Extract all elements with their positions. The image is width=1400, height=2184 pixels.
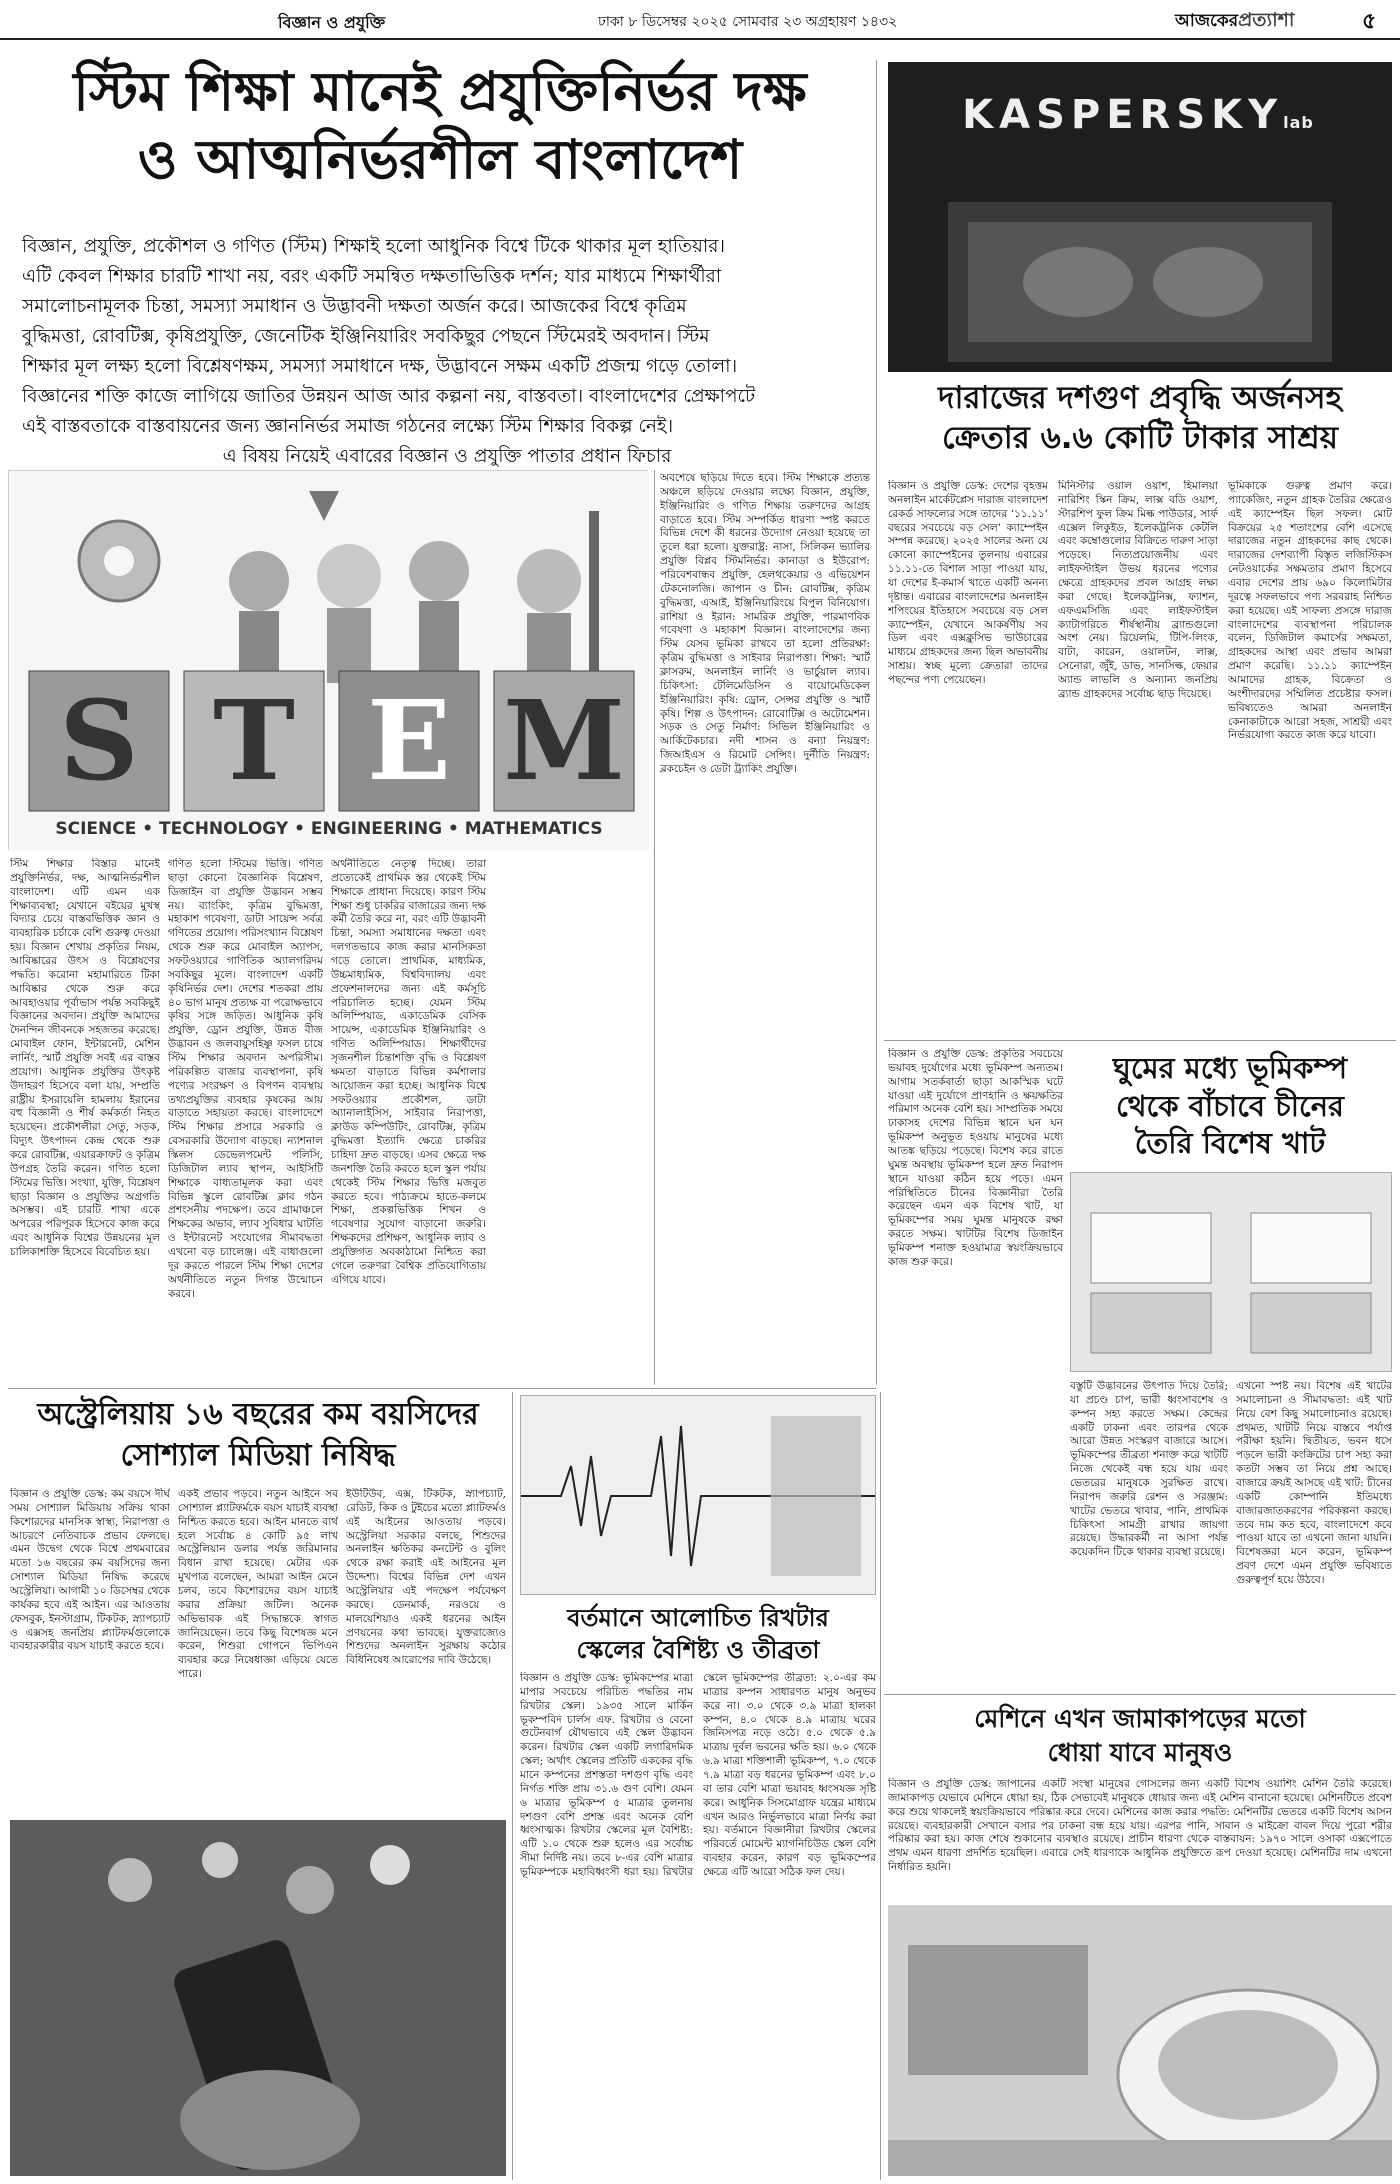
richter-headline-line-2: স্কেলের বৈশিষ্ট্য ও তীব্রতা	[576, 1636, 820, 1665]
section-name: বিজ্ঞান ও প্রযুক্তি	[278, 13, 386, 32]
intro-line: শিক্ষার মূল লক্ষ্য হলো বিশ্লেষণক্ষম, সমস্যা সমাধানে দক্ষ, উদ্ভাবনে সক্ষম একটি প্রজন্ম গড়ে তোলা।	[22, 356, 738, 377]
australia-column-1: বিজ্ঞান ও প্রযুক্তি ডেস্ক: কম বয়সে দীর্ঘ সময় সোশ্যাল মিডিয়ায় সক্রিয় থাকা কিশোরদের মানসিক স্বাস্থ্য, নিরাপত্তা ও আচরণে নেতিবাচক প্রভাব ফেলছে। এমন উদ্বেগ থেকে বিশ্বে প্রথমবারের মতো ১৬ বছরের কম বয়সিদের জন্য সোশ্যাল মিডিয়া নিষিদ্ধ করেছে অস্ট্রেলিয়া। আগামী ১০ ডিসেম্বর থেকে কার্যকর হবে এই আইন। এর আওতায় ফেসবুক, ইনস্টাগ্রাম, টিকটক, স্ন্যাপচ্যাট ও এক্সসহ জনপ্রিয় প্ল্যাটফর্মগুলোকে ব্যবহারকারীর বয়স যাচাই করতে হবে।	[10, 1488, 170, 1653]
australia-headline-line-2: সোশ্যাল মিডিয়া নিষিদ্ধ	[120, 1437, 396, 1473]
washer-headline-line-2: ধোয়া যাবে মানুষও	[1047, 1737, 1233, 1767]
divider	[884, 1040, 1396, 1041]
bed-headline	[1068, 1050, 1392, 1163]
australia-column-3: ইউটিউব, এক্স, টিকটক, স্ন্যাপচ্যাট, রেডিট, কিক ও টুইচের মতো প্ল্যাটফর্মও এই আইনের আওতায় পড়বে। অস্ট্রেলিয়া সরকার বলছে, শিশুদের অনলাইন ক্ষতিকর কনটেন্ট ও বুলিং থেকে রক্ষা করাই এই আইনের মূল উদ্দেশ্য। বিশ্বের বিভিন্ন দেশ এখন অস্ট্রেলিয়ার এই পদক্ষেপ পর্যবেক্ষণ করছে। ডেনমার্ক, নরওয়ে ও মালয়েশিয়াও একই ধরনের আইন প্রণয়নের কথা ভাবছে। যুক্তরাজ্যেও শিশুদের অনলাইন সুরক্ষায় কঠোর বিধিনিষেধ আরোপের দাবি উঠেছে।	[346, 1488, 506, 1667]
australia-column-2: একই প্রভাব পড়বে। নতুন আইনে সব সোশ্যাল প্ল্যাটফর্মকে বয়স যাচাই ব্যবস্থা নিশ্চিত করতে হবে। আইন মানতে ব্যর্থ হলে সর্বোচ্চ ৪ কোটি ৯৫ লাখ অস্ট্রেলিয়ান ডলার পর্যন্ত জরিমানার বিধান রাখা হয়েছে। মেটার এক মুখপাত্র বলেছেন, আমরা আইন মেনে চলব, তবে কিশোরদের বয়স যাচাই করার প্রক্রিয়া জটিল। অনেক অভিভাবক এই সিদ্ধান্তকে স্বাগত জানিয়েছেন। তবে কিছু বিশেষজ্ঞ মনে করেন, শিশুরা গোপনে ভিপিএন ব্যবহার করে নিষেধাজ্ঞা এড়িয়ে যেতে পারে।	[178, 1488, 338, 1681]
phone-hand-drawing	[10, 1820, 506, 2176]
stem-letter-t: T	[213, 676, 295, 805]
australia-headline	[8, 1395, 508, 1476]
intro-line: বুদ্ধিমত্তা, রোবটিক্স, কৃষিপ্রযুক্তি, জেনেটিক ইঞ্জিনিয়ারিং সবকিছুর পেছনে স্টিমেরই অবদান। স্টিম	[22, 326, 710, 347]
daraz-column-3: ভূমিকাকে গুরুত্ব প্রমাণ করে। প্যাকেজিং, নতুন গ্রাহক তৈরির ক্ষেত্রেও এই ক্যাম্পেইন ছিল সফল। মোট বিক্রয়ের ২৫ শতাংশের বেশি এসেছে দারাজের নতুন গ্রাহকদের কাছ থেকে। দারাজের দেশব্যাপী বিস্তৃত লজিস্টিকস নেটওয়ার্কের সক্ষমতার প্রমাণ হিসেবে এবার দেশের প্রায় ৬৯০ কিলোমিটার দূরত্বে সফলভাবে পণ্য সরবরাহ নিশ্চিত করা হয়েছে। এই সাফল্য প্রসঙ্গে দারাজ বাংলাদেশের ব্যবস্থাপনা পরিচালক বলেন, ডিজিটাল কমার্সের সক্ষমতা, গ্রাহকদের আস্থা এবং প্রভাব আমরা প্রমাণ করেছি। ১১.১১ ক্যাম্পেইন আমাদের গ্রাহক, বিক্রেতা ও অংশীদারদের সম্মিলিত প্রচেষ্টার ফসল। ভবিষ্যতেও আমরা অনলাইন কেনাকাটাকে আরো সহজ, সাশ্রয়ী এবং নির্ভরযোগ্য করতে কাজ করে যাবো।	[1228, 480, 1392, 742]
divider	[880, 1392, 881, 2180]
main-body-column-3: অর্থনীতিতে নেতৃত্ব দিচ্ছে। তারা প্রত্যেকেই প্রাথমিক স্তর থেকেই স্টিম শিক্ষাকে প্রাধান্য দিয়েছে। কারণ স্টিম শিক্ষা শুধু চাকরির বাজারের জন্য দক্ষ কর্মী তৈরি করে না, বরং এটি উদ্ভাবনী চিন্তা, সমস্যা সমাধানের দক্ষতা এবং দলগতভাবে কাজ করার মানসিকতা গড়ে তোলে। প্রাথমিক, মাধ্যমিক, উচ্চমাধ্যমিক, বিশ্ববিদ্যালয় এবং প্রফেশনালদের জন্য এই কর্মসূচি পরিচালিত হচ্ছে। যেমন স্টিম অলিম্পিয়াড, একাডেমিক বেসিক সায়েন্স, একাডেমিক ইঞ্জিনিয়ারিং ও গণিত অলিম্পিয়াড। শিক্ষার্থীদের সৃজনশীল চিন্তাশক্তি বৃদ্ধি ও বিশ্লেষণ ক্ষমতা বাড়াতে বিভিন্ন কর্মশালার আয়োজন করা হচ্ছে। আধুনিক বিশ্বে সফটওয়্যার প্রকৌশল, ডাটা অ্যানালাইসিস, সাইবার নিরাপত্তা, ক্লাউড কম্পিউটিং, রোবটিক্স, কৃত্রিম বুদ্ধিমত্তা ইত্যাদি ক্ষেত্রে চাকরির চাহিদা দ্রুত বাড়ছে। এসব ক্ষেত্রে দক্ষ জনশক্তি তৈরি করতে হলে স্কুল পর্যায় থেকেই স্টিম শিক্ষার ভিত্তি মজবুত করতে হবে। পাঠ্যক্রমে হাতে-কলমে শিক্ষা, প্রকল্পভিত্তিক শিখন ও গবেষণার সুযোগ বাড়ানো জরুরি। শিক্ষকদের প্রশিক্ষণ, আধুনিক ল্যাব ও প্রযুক্তিগত অবকাঠামো নিশ্চিত করা গেলে তরুণরা বৈশ্বিক প্রতিযোগিতায় এগিয়ে যাবে।	[331, 858, 486, 1286]
divider	[654, 470, 655, 1385]
stem-letter-s: S	[59, 676, 139, 805]
main-body-column-1: স্টিম শিক্ষার বিস্তার মানেই প্রযুক্তিনির্ভর, দক্ষ, আত্মনির্ভরশীল বাংলাদেশ। এটি এমন এক শিক্ষাব্যবস্থা; যেখানে বইয়ের মুখস্থ বিদ্যার চেয়ে বাস্তবভিত্তিক জ্ঞান ও ব্যবহারিক চর্চাকে বেশি গুরুত্ব দেওয়া হয়। বিজ্ঞান শেখায় প্রকৃতির নিয়ম, আবিষ্কারের উৎস ও বিশ্লেষণের পদ্ধতি। করোনা মহামারিতে টিকা আবিষ্কার থেকে শুরু করে আবহাওয়ার পূর্বাভাস পর্যন্ত সবকিছুই বিজ্ঞানের অবদান। প্রযুক্তি আমাদের দৈনন্দিন জীবনকে সহজতর করেছে। মোবাইল ফোন, ইন্টারনেট, মেশিন লার্নিং, স্মার্ট প্রযুক্তি সবই এর বাস্তব প্রয়োগ। আধুনিক প্রযুক্তির উৎকৃষ্ট উদাহরণ হিসেবে বলা যায়, সম্প্রতি রাষ্ট্রীয় ইসরায়েলি হামলায় ইরানের বহু বিজ্ঞানী ও শীর্ষ কর্মকর্তা নিহত হয়েছেন। প্রকৌশলীরা সেতু, সড়ক, বিদ্যুৎ উৎপাদন কেন্দ্র থেকে শুরু করে রোবটিক্স, এয়ারক্রাফট ও কৃত্রিম উপগ্রহ তৈরি করেন। গণিত হলো স্টিমের ভিত্তি। সংখ্যা, যুক্তি, বিশ্লেষণ ছাড়া বিজ্ঞান ও প্রযুক্তির অগ্রগতি অসম্ভব। এই চারটি শাখা একে অপরের পরিপূরক হিসেবে কাজ করে এবং আধুনিক বিশ্বের উন্নয়নের মূল চালিকাশক্তি হিসেবে বিবেচিত হয়।	[10, 858, 160, 1259]
daraz-column-2: মিনিস্টার ওয়াল ওয়াশ, হিমালয়া নারিশিং স্কিন ক্রিম, লাক্স বডি ওয়াশ, স্টারশিপ ফুল ক্রিম মিল্ক পাউডার, সার্ফ এক্সেল লিকুইড, ইলেকট্রনিক কেটলি এবং কম্বোগুলোর বিক্রিতে দারুণ সাড়া পড়েছে। নিত্যপ্রয়োজনীয় এবং লাইফস্টাইল উভয় ধরনের পণ্যের ক্ষেত্রে গ্রাহকদের প্রবল আগ্রহ লক্ষ্য করা গেছে। ইলেকট্রনিক্স, ফ্যাশন, এফএমসিজি এবং লাইফস্টাইল ক্যাটাগরিতে শীর্ষস্থানীয় ব্র্যান্ডগুলো অংশ নেয়। রিয়েলমি, টিপি-লিংক, বাটা, কারেন, ওয়ালটন, লাক্স, সেনোরা, জুঁই, ডাভ, সানসিল্ক, ফেয়ার অ্যান্ড লাভলি ও অন্যান্য জনপ্রিয় ব্র্যান্ড গ্রাহকদের সর্বোচ্চ ছাড় দিয়েছে।	[1058, 480, 1218, 700]
masthead-part-b: প্রত্যাশা	[1238, 9, 1295, 31]
kaspersky-logo-text: KASPERSKY	[962, 92, 1284, 138]
divider	[8, 1388, 876, 1389]
main-body-column-4: অবশেষে ছড়িয়ে দিতে হবে। স্টিম শিক্ষাকে প্রত্যন্ত অঞ্চলে ছড়িয়ে দেওয়ার লক্ষ্যে বিজ্ঞান, প্রযুক্তি, ইঞ্জিনিয়ারিং ও গণিত শিক্ষায় তরুণদের আগ্রহ বাড়াতে হবে। স্টিম সম্পর্কিত ধারণা স্পষ্ট করতে বিভিন্ন দেশে কী ধরনের উদ্যোগ নেওয়া হয়েছে তা তুলে ধরা হলো। যুক্তরাষ্ট্র: নাসা, সিলিকন ভ্যালির প্রযুক্তি বিপ্লব স্টিমনির্ভর। কানাডা ও ইউরোপ: পরিবেশবান্ধব প্রযুক্তি, হেলথকেয়ার ও এভিয়েশন টেকনোলজি। জাপান ও চীন: রোবটিক্স, কৃত্রিম বুদ্ধিমত্তা, এআই, ইঞ্জিনিয়ারিংয়ে বিপুল বিনিয়োগ। রাশিয়া ও ইরান: সামরিক প্রযুক্তি, পারমাণবিক গবেষণা ও মহাকাশ বিজ্ঞান। বাংলাদেশের জন্য স্টিম যেসব ভূমিকা রাখবে তা হলো প্রতিরক্ষা: কৃত্রিম বুদ্ধিমত্তা ও সাইবার নিরাপত্তা। শিক্ষা: স্মার্ট ক্লাসরুম, অনলাইন লার্নিং ও ভার্চুয়াল ল্যাব। চিকিৎসা: টেলিমেডিসিন ও বায়োমেডিকেল ইঞ্জিনিয়ারিং। কৃষি: ড্রোন, সেন্সর প্রযুক্তি ও স্মার্ট কৃষি। শিল্প ও উৎপাদন: রোবোটিক্স ও অটোমেশন। সড়ক ও সেতু নির্মাণ: সিভিল ইঞ্জিনিয়ারিং ও আর্কিটেকচার। নদী শাসন ও বন্যা নিয়ন্ত্রণ: জিআইএস ও রিমোট সেন্সিং। দুর্নীতি নিয়ন্ত্রণ: ব্লকচেইন ও ডেটা ট্র্যাকিং প্রযুক্তি।	[660, 472, 870, 776]
washer-headline-line-1: মেশিনে এখন জামাকাপড়ের মতো	[974, 1704, 1306, 1733]
dateline: ঢাকা ৮ ডিসেম্বর ২০২৫ সোমবার ২৩ অগ্রহায়ণ ১৪৩২	[598, 14, 898, 30]
richter-body: বিজ্ঞান ও প্রযুক্তি ডেস্ক: ভূমিকম্পের মাত্রা মাপার সবচেয়ে পরিচিত পদ্ধতির নাম রিখটার স্কেল। ১৯৩৫ সালে মার্কিন ভূকম্পবিদ চার্লস এফ. রিখটার ও বেনো গুটেনবার্গ যৌথভাবে এই স্কেল উদ্ভাবন করেন। রিখটার স্কেল একটি লগারিদমিক স্কেল; অর্থাৎ স্কেলের প্রতিটি এককের বৃদ্ধি মানে কম্পনের প্রশস্ততা দশগুণ বৃদ্ধি এবং নির্গত শক্তি প্রায় ৩১.৬ গুণ বেশি। যেমন ৬ মাত্রার ভূমিকম্প ৫ মাত্রার তুলনায় দশগুণ বেশি প্রশস্ত এবং অনেক বেশি ধ্বংসাত্মক। রিখটার স্কেলের মূল বৈশিষ্ট্য: এটি ১.০ থেকে শুরু হলেও এর সর্বোচ্চ সীমা নির্দিষ্ট নয়। তবে ৮-এর বেশি মাত্রার ভূমিকম্পকে মহাবিধ্বংসী ধরা হয়। রিখটার স্কেলে ভূমিকম্পের তীব্রতা: ২.০-এর কম মাত্রার কম্পন সাধারণত মানুষ অনুভব করে না। ৩.০ থেকে ৩.৯ মাত্রা হালকা কম্পন, ৪.০ থেকে ৪.৯ মাত্রায় ঘরের জিনিসপত্র নড়ে ওঠে। ৫.০ থেকে ৫.৯ মাত্রায় দুর্বল ভবনের ক্ষতি হয়। ৬.০ থেকে ৬.৯ মাত্রা শক্তিশালী ভূমিকম্প, ৭.০ থেকে ৭.৯ মাত্রা বড় ধরনের ভূমিকম্প এবং ৮.০ বা তার বেশি মাত্রা ভয়াবহ ধ্বংসযজ্ঞ সৃষ্টি করে। আধুনিক সিসমোগ্রাফ যন্ত্রের মাধ্যমে এখন আরও নির্ভুলভাবে মাত্রা নির্ণয় করা হয়। বর্তমানে বিজ্ঞানীরা রিখটার স্কেলের পরিবর্তে মোমেন্ট ম্যাগনিচিউড স্কেল বেশি ব্যবহার করেন, কারণ বড় ভূমিকম্পের ক্ষেত্রে এটি আরো সঠিক ফল দেয়।	[520, 1672, 876, 1879]
bed-headline-line-1: ঘুমের মধ্যে ভূমিকম্প	[1112, 1051, 1348, 1085]
richter-headline	[520, 1602, 876, 1667]
intro-line: বিজ্ঞানের শক্তি কাজে লাগিয়ে জাতির উন্নয়ন আজ আর কল্পনা নয়, বাস্তবতা। বাংলাদেশের প্রেক্ষাপটে	[22, 386, 756, 407]
main-body-column-2: গণিত হলো স্টিমের ভিত্তি। গণিত ছাড়া কোনো বৈজ্ঞানিক বিশ্লেষণ, ডিজাইন বা প্রযুক্তি উদ্ভাবন সম্ভব নয়। ব্যাংকিং, কৃত্রিম বুদ্ধিমত্তা, মহাকাশ গবেষণা, ডাটা সায়েন্স সর্বত্র গণিতের প্রয়োগ। পরিসংখ্যান বিশ্লেষণ থেকে শুরু করে মোবাইল অ্যাপস, সফটওয়্যারে গাণিতিক অ্যালগরিদম সবকিছুর মূলে। বাংলাদেশ একটি কৃষিনির্ভর দেশ। দেশের শতকরা প্রায় ৪০ ভাগ মানুষ প্রত্যক্ষ বা পরোক্ষভাবে কৃষির সঙ্গে জড়িত। আধুনিক কৃষি প্রযুক্তি, ড্রোন প্রযুক্তি, উন্নত বীজ উদ্ভাবন ও জলবায়ুসহিষ্ণু ফসল চাষে স্টিম শিক্ষার অবদান অপরিসীম। পরিকল্পিত বাজার ব্যবস্থাপনা, কৃষি পণ্যের সংরক্ষণ ও বিপণন ব্যবস্থায় তথ্যপ্রযুক্তির ব্যবহার কৃষকের আয় বাড়াতে সহায়তা করছে। বাংলাদেশে স্টিম শিক্ষার প্রসারে সরকারি ও বেসরকারি উদ্যোগ বাড়ছে। ন্যাশনাল স্কিলস ডেভেলপমেন্ট পলিসি, ডিজিটাল ল্যাব স্থাপন, আইসিটি শিক্ষাকে বাধ্যতামূলক করা এবং বিভিন্ন স্কুলে রোবটিক্স ক্লাব গঠন প্রশংসনীয় পদক্ষেপ। তবে গ্রামাঞ্চলে শিক্ষকের অভাব, ল্যাব সুবিধার ঘাটতি ও ইন্টারনেট সংযোগের সীমাবদ্ধতা এখনো বড় চ্যালেঞ্জ। এই বাধাগুলো দূর করতে পারলে স্টিম শিক্ষা দেশের অর্থনীতিতে নতুন দিগন্ত উন্মোচন করবে।	[168, 858, 323, 1300]
richter-headline-line-1: বর্তমানে আলোচিত রিখটার	[567, 1604, 829, 1632]
bed-column-2: বস্তুটি উদ্ভাবনের উৎপাত দিয়ে তৈরি; যা প্রচণ্ড চাপ, ভারী ধ্বংসাবশেষ ও কম্পন সহ্য করতে সক্ষম। কেন্দ্রের একটি ঢাকনা এবং তারপর থেকে আরো উন্নত সংস্করণ বাজারে আসে। ভূমিকম্পের তীব্রতা শনাক্ত করে খাটটি নিজে থেকেই বন্ধ হয়ে যায় এবং ভেতরের মানুষকে সুরক্ষিত রাখে। নিরাপদ জরুরি রেশন ও সরঞ্জাম: খাটের ভেতরে খাবার, পানি, প্রাথমিক চিকিৎসা সামগ্রী রাখার জায়গা রয়েছে। উদ্ধারকর্মী না আসা পর্যন্ত কয়েকদিন টিকে থাকার ব্যবস্থা রয়েছে।	[1070, 1380, 1228, 1559]
daraz-headline-line-1: দারাজের দশগুণ প্রবৃদ্ধি অর্জনসহ	[938, 380, 1342, 416]
daraz-headline-line-2: ক্রেতার ৬.৬ কোটি টাকার সাশ্রয়	[942, 420, 1338, 457]
kaspersky-photo	[888, 62, 1392, 372]
washer-headline	[888, 1702, 1392, 1770]
intro-line: সমালোচনামূলক চিন্তা, সমস্যা সমাধান ও উদ্ভাবনী দক্ষতা অর্জন করে। আজকের বিশ্বে কৃত্রিম	[22, 296, 687, 317]
stem-illustration	[8, 470, 648, 850]
seismograph-photo	[520, 1395, 876, 1595]
seismograph-drawing	[521, 1396, 876, 1595]
bed-drawing	[1071, 1173, 1392, 1372]
intro-line: বিজ্ঞান, প্রযুক্তি, প্রকৌশল ও গণিত (স্টিম) শিক্ষাই হলো আধুনিক বিশ্বে টিকে থাকার মূল হাতিয়ার।	[22, 236, 726, 257]
bed-headline-line-3: তৈরি বিশেষ খাট	[1134, 1126, 1326, 1161]
main-headline-line-1: স্টিম শিক্ষা মানেই প্রযুক্তিনির্ভর দক্ষ	[73, 60, 807, 123]
divider	[884, 1694, 1396, 1695]
page-number: ৫	[1362, 9, 1377, 34]
bed-column-3: এখনো স্পষ্ট নয়। বিশেষ এই খাটের সমালোচনা ও সীমাবদ্ধতা: এই খাট নিয়ে বেশ কিছু সমালোচনাও রয়েছে। প্রথমত, খাটটি নিয়ে বাস্তবে পর্যাপ্ত পরীক্ষা হয়নি। দ্বিতীয়ত, ভবন ধসে পড়লে ভারী কংক্রিটের চাপ সহ্য করা কতটা সম্ভব তা নিয়ে প্রশ্ন আছে। বাজারে ক্রয়ই আসছে এই খাট: চীনের একটি কোম্পানি ইতিমধ্যে বাজারজাতকরণের পরিকল্পনা করছে। তবে দাম কত হবে, বাংলাদেশে কবে পাওয়া যাবে তা এখনো জানা যায়নি। বিশেষজ্ঞরা মনে করেন, ভূমিকম্প প্রবণ দেশে এমন প্রযুক্তি ভবিষ্যতে গুরুত্বপূর্ণ হয়ে উঠবে।	[1236, 1380, 1392, 1587]
intro-line: এ বিষয় নিয়েই এবারের বিজ্ঞান ও প্রযুক্তি পাতার প্রধান ফিচার	[222, 446, 672, 467]
divider	[512, 1392, 513, 2180]
stem-caption: SCIENCE • TECHNOLOGY • ENGINEERING • MATHEMATICS	[55, 819, 603, 839]
intro-line: এটি কেবল শিক্ষার চারটি শাখা নয়, বরং একটি সমন্বিত দক্ষতাভিত্তিক দর্শন; যার মাধ্যমে শিক্ষার্থীরা	[22, 266, 722, 287]
social-media-photo	[10, 1820, 506, 2176]
bed-photo	[1070, 1172, 1392, 1372]
washer-body: বিজ্ঞান ও প্রযুক্তি ডেস্ক: জাপানের একটি সংস্থা মানুষের গোসলের জন্য একটি বিশেষ ওয়াশিং মেশিন তৈরি করেছে। জামাকাপড় যেভাবে মেশিনে ধোয়া হয়, ঠিক সেভাবেই মানুষকে ধোয়ার জন্য এই মেশিন বানানো হয়েছে। মেশিনটিতে প্রবেশ করে শুয়ে থাকলেই স্বয়ংক্রিয়ভাবে পরিষ্কার করে দেবে। মেশিনের কাজ করার পদ্ধতি: মেশিনটির ভেতরে একটি বিশেষ আসন রয়েছে। ব্যবহারকারী সেখানে বসার পর ঢাকনা বন্ধ হয়ে যায়। এরপর পানি, সাবান ও মাইক্রো বাবল দিয়ে পুরো শরীর পরিষ্কার করা হয়। কাজ শেষে শুকানোর ব্যবস্থাও রয়েছে। প্রাচীন ধারণা থেকে বাস্তবায়ন: ১৯৭০ সালে ওসাকা এক্সপোতে প্রথম এমন ধারণা প্রদর্শিত হয়েছিল। এবারে সেই ধারণাকে আধুনিক প্রযুক্তিতে রূপ দেওয়া হয়েছে। মেশিনটির দাম এখনো নির্ধারিত হয়নি।	[888, 1778, 1392, 1874]
main-headline	[10, 58, 870, 193]
bed-column-1: বিজ্ঞান ও প্রযুক্তি ডেস্ক: প্রকৃতির সবচেয়ে ভয়াবহ দুর্যোগের মধ্যে ভূমিকম্প অন্যতম। আগাম সতর্কবার্তা ছাড়া আকস্মিক ঘটে যাওয়া এই দুর্যোগে প্রাণহানি ও ক্ষয়ক্ষতির পরিমাণ অনেক বেশি হয়। সাম্প্রতিক সময়ে ঢাকাসহ দেশের বিভিন্ন স্থানে ঘন ঘন ভূমিকম্প অনুভূত হওয়ায় মানুষের মধ্যে আতঙ্ক ছড়িয়ে পড়েছে। বিশেষ করে রাতে ঘুমন্ত অবস্থায় ভূমিকম্প হলে দ্রুত নিরাপদ স্থানে যাওয়া কঠিন হয়ে পড়ে। এমন পরিস্থিতিতে চীনের বিজ্ঞানীরা তৈরি করেছেন এমন এক বিশেষ খাট, যা ভূমিকম্পের সময় ঘুমন্ত মানুষকে রক্ষা করতে সক্ষম। খাটটির বিশেষ ডিজাইন ভূমিকম্প শনাক্ত হওয়ামাত্র স্বয়ংক্রিয়ভাবে কাজ শুরু করে।	[888, 1048, 1063, 1268]
intro-line: এই বাস্তবতাকে বাস্তবায়নের জন্য জ্ঞাননির্ভর সমাজ গঠনের লক্ষ্যে স্টিম শিক্ষার বিকল্প নেই।	[22, 416, 674, 437]
main-headline-line-2: ও আত্মনির্ভরশীল বাংলাদেশ	[137, 127, 743, 191]
washer-photo	[888, 1905, 1392, 2176]
australia-headline-line-1: অস্ট্রেলিয়ায় ১৬ বছরের কম বয়সিদের	[37, 1397, 479, 1432]
masthead	[1175, 6, 1294, 38]
page-header	[0, 0, 1400, 40]
daraz-column-1: বিজ্ঞান ও প্রযুক্তি ডেস্ক: দেশের বৃহত্তম অনলাইন মার্কেটপ্লেস দারাজ বাংলাদেশ রেকর্ড সাফল্যের সঙ্গে তাদের ‘১১.১১’ বছরের সবচেয়ে বড় সেল’ ক্যাম্পেইন সম্পন্ন করেছে। ২০২৫ সালের অন্য যে কোনো ক্যাম্পেইনের তুলনায় এবারের ১১.১১-তে বিশাল সাড়া পাওয়া যায়, যা দেশের ই-কমার্স খাতে একটি অনন্য দৃষ্টান্ত। এবারের বাংলাদেশের অনলাইন শপিংয়ের ইতিহাসে সবচেয়ে বড় সেল ক্যাম্পেইন, যেখানে আকর্ষণীয় সব ডিল এবং এক্সক্লুসিভ ভাউচারের মাধ্যমে গ্রাহকদের জন্য ছিল অভাবনীয় সাশ্রয়। স্বচ্ছ মূল্যে ক্রেতারা তাদের পছন্দের পণ্য পেয়েছেন।	[888, 480, 1048, 687]
kaspersky-logo-lab: lab	[1283, 113, 1314, 132]
stem-letter-e: E	[367, 676, 451, 805]
main-intro	[22, 232, 872, 472]
daraz-headline	[888, 378, 1392, 459]
washer-drawing	[888, 1905, 1392, 2176]
masthead-part-a: আজকের	[1175, 11, 1239, 31]
divider	[876, 60, 877, 1385]
stem-letter-m: M	[503, 676, 625, 805]
bed-headline-line-2: থেকে বাঁচাবে চীনের	[1116, 1088, 1344, 1123]
